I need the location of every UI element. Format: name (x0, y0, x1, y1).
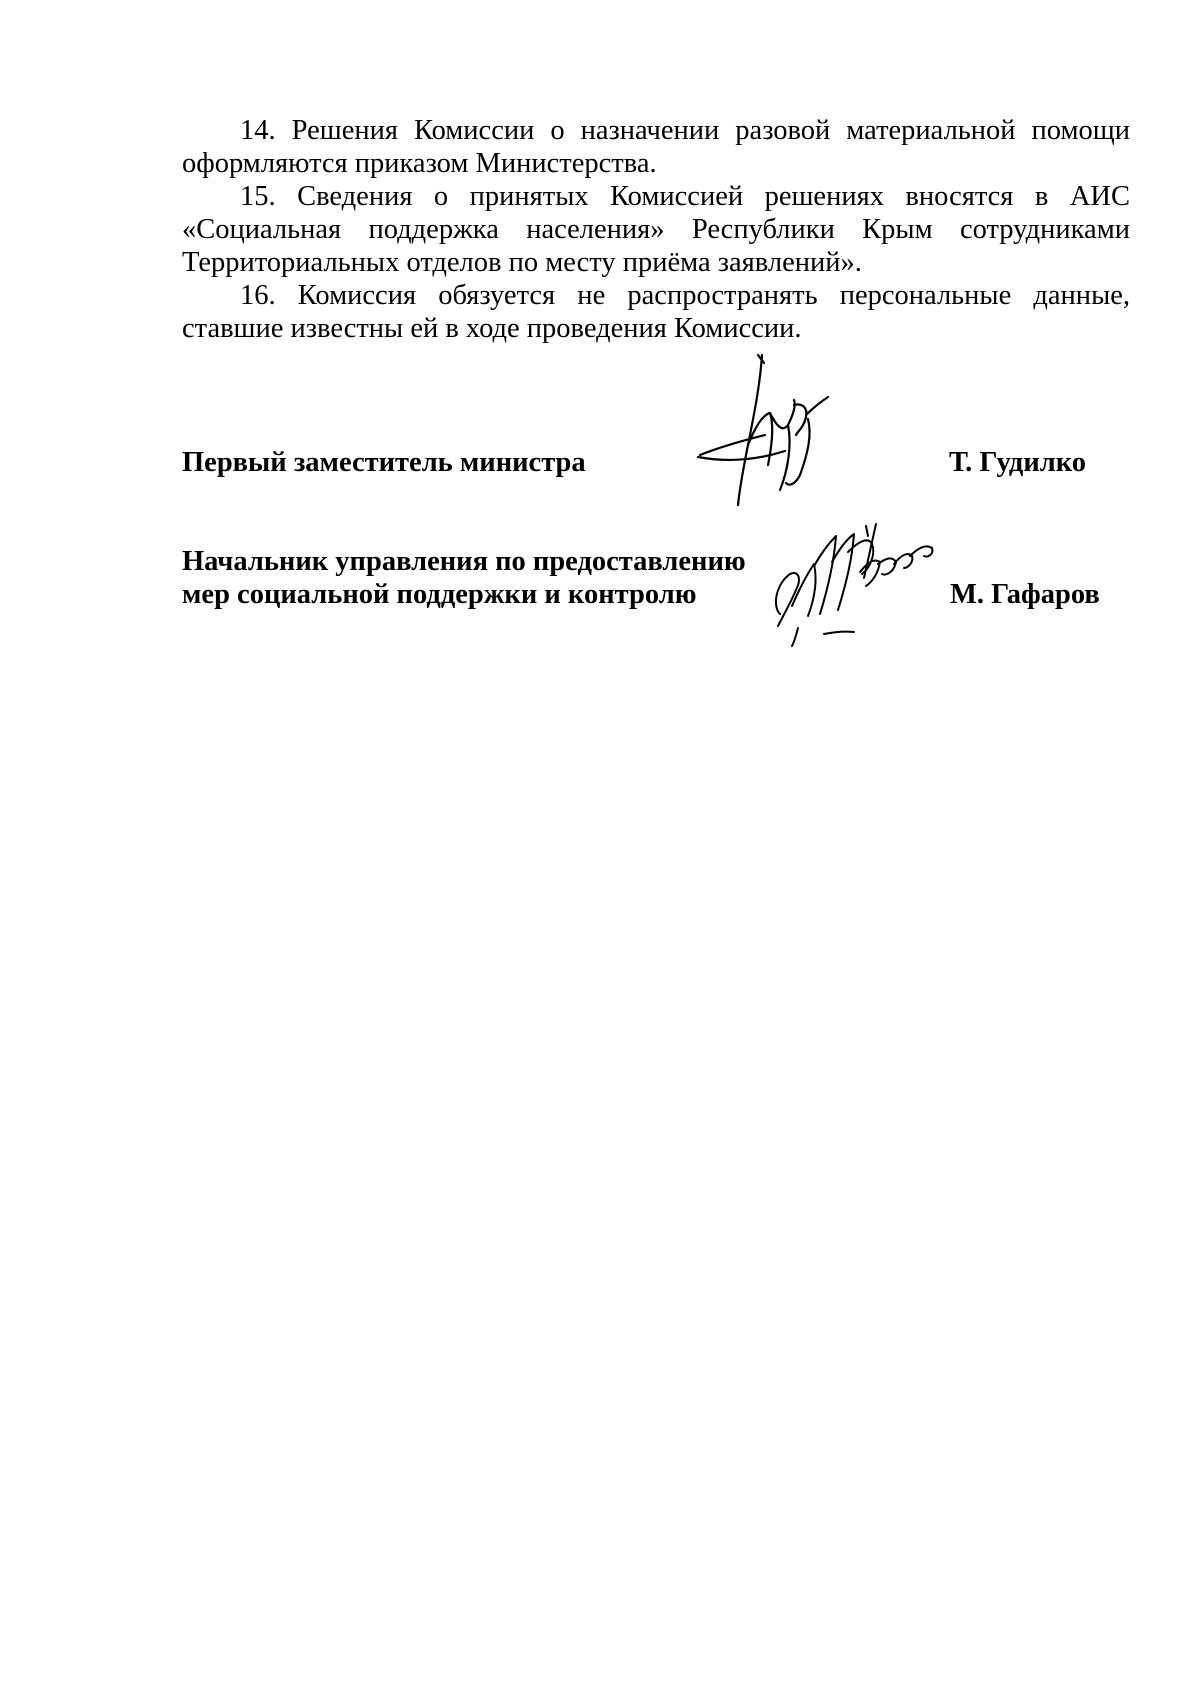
handwritten-signature-first (690, 355, 870, 520)
handwritten-signature-second (768, 522, 968, 652)
paragraph-16: 16. Комиссия обязуется не распространять персональные данные, ставшие известны ей в ходе проведения Комиссии. (182, 280, 1130, 344)
paragraph-14: 14. Решения Комиссии о назначении разовой материальной помощи оформляются приказом Министерства. (182, 115, 1130, 179)
signatory-name-first: Т. Гудилко (949, 447, 1087, 478)
signatory-title-first: Первый заместитель министра (182, 447, 586, 478)
signatory-title-second-line-2: мер социальной поддержки и контролю (182, 579, 697, 610)
signatory-name-second: М. Гафаров (950, 579, 1100, 610)
signatory-title-second-line-1: Начальник управления по предоставлению (182, 546, 746, 577)
signatory-title-second (182, 545, 746, 611)
paragraph-15: 15. Сведения о принятых Комиссией решениях вносятся в АИС «Социальная поддержка населения» Республики Крым сотрудниками Территориальных отделов по месту приёма заявлений». (182, 181, 1130, 278)
document-body (182, 114, 1130, 345)
